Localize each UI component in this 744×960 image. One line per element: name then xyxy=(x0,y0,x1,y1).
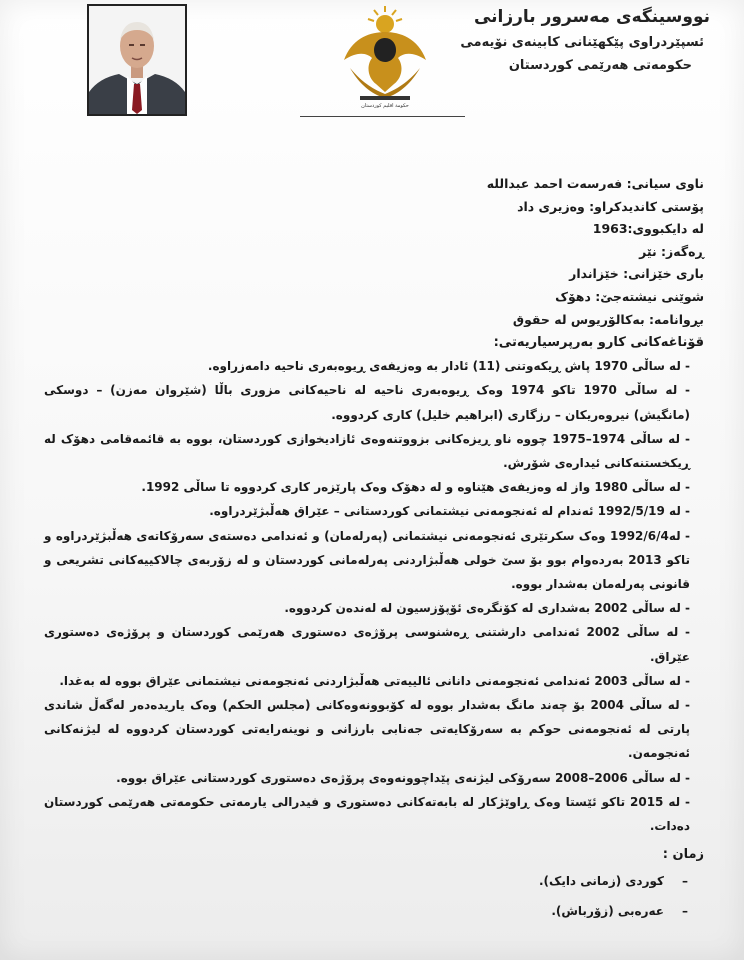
career-title: قۆناغەکانی کارو بەرپرسیاریەتی: xyxy=(493,335,704,351)
candidate-position-row xyxy=(44,197,704,220)
career-entry: - لە 1992/5/19 ئەندام لە ئەنجومەنی نیشتمانی کوردستانی – عێراق هەڵبژێردراوە. xyxy=(209,504,690,519)
full-name-row xyxy=(44,174,704,197)
career-entry: - لە ساڵی 2003 ئەندامی ئەنجومەنی دانانی ئالییەتی هەڵبژاردنی ئەنجومەنی نیشتمانی عێراق بووە لە بەغدا. xyxy=(59,673,690,688)
residence-row xyxy=(44,287,704,310)
degree-value: بەکالۆریوس لە حقوق xyxy=(512,311,645,327)
birth-label: لە دایکبووی: xyxy=(627,221,704,237)
career-entry: - لە ساڵی 2004 بۆ چەند مانگ بەشدار بووە لە کۆبوونەوەکانی (مجلس الحکم) وەک یاریدەدەر لەگەڵ شاندی پارتی لە ئەنجومەنی حوکم بە سەرۆکایەتی جەنابی بارزانی و نوینەرایەتی کوردستان کردووە لە لیژنەکانی ئەنجومەن. xyxy=(44,698,691,761)
office-subtitle: ئسپێردراوی پێکهێنانی کابینەی نۆیەمی xyxy=(460,35,704,50)
degree-row xyxy=(44,310,704,333)
career-entry: - لە1992/6/4 وەک سکرتێری ئەنجومەنی نیشتمانی (پەرلەمان) و ئەندامی دەستەی سەرۆکاتەی هەڵبژێردراوە و تاکو 2013 بەردەوام بوو بۆ سێ خولی هەڵبژاردنی پەرلەمانی کوردستان و لە زۆربەی چالاکییەکانی تشریعی و قانونی پەرلەمان بەشدار بووە. xyxy=(44,528,691,591)
letterhead xyxy=(440,6,710,79)
language-item-label: کوردی (زمانی دایک). xyxy=(538,874,664,889)
language-item-label: عەرەبی (زۆرباش). xyxy=(551,904,664,919)
career-entry: - لە ساڵی 1970 پاش ڕیکەوتنی (11) ئادار بە وەزیفەی ڕیوەبەری ناحیە دامەزراوە. xyxy=(207,359,690,374)
marital-value: خێزاندار xyxy=(569,266,619,282)
career-entry: - لە ساڵی 2002 ئەندامی دارشتنی ڕەشنوسی پرۆژەی دەستوری هەرێمی کوردستان و پرۆژەی دەستوری عێراق. xyxy=(44,625,691,664)
sun-icon xyxy=(368,6,402,33)
government-name: حکومەتی هەرێمی کوردستان xyxy=(508,58,692,73)
career-entry: - لە ساڵی 2006–2008 سەرۆکی لیژنەی پێداچوونەوەی پرۆژەی دەستوری کوردستانی عێراق بووە. xyxy=(116,770,690,785)
emblem-caption: حكومة اقليم كوردستان xyxy=(361,103,409,109)
krg-emblem-logo xyxy=(330,2,440,114)
birth-row xyxy=(44,219,704,242)
career-entry: - لە ساڵی 1970 تاکو 1974 وەک ڕیوەبەری ناحیە لە ناحیەکانی مزوری باڵا (شێروان مەزن) – دوسکی (مانگیش) نیروەریکان – رزگاری (ابراهیم خلیل) کاری کردووە. xyxy=(44,383,690,422)
career-entry: - لە ساڵی 1980 واز لە وەزیفەی هێناوە و لە دهۆک وەک پارێزەر کاری کردووە تا ساڵی 1992. xyxy=(141,480,690,495)
cv-content xyxy=(44,174,704,926)
portrait-image xyxy=(89,6,185,114)
full-name-label: ناوی سیانی: xyxy=(626,176,704,191)
office-title: نووسینگەی مەسرور بارزانی xyxy=(473,7,710,27)
eagle-icon xyxy=(344,32,426,98)
career-entry: - لە ساڵی 1974–1975 چووە ناو ڕیزەکانی بزووتنەوەی ئازادیخوازی کوردستان، بووە بە قائمەقامی دهۆک لە ڕیکخستنەکانی ئیدارەی شۆرش. xyxy=(44,431,690,470)
languages-title: زمان : xyxy=(662,847,704,863)
portrait-photo xyxy=(87,4,187,116)
career-entry: - لە ساڵی 2002 بەشداری لە کۆنگرەی ئۆپۆزسیون لە لەندەن کردووە. xyxy=(284,601,690,616)
gender-label: ڕەگەز: xyxy=(661,243,704,259)
degree-label: بڕوانامە: xyxy=(649,311,704,327)
language-item: –عەرەبی (زۆرباش). xyxy=(551,904,688,919)
marital-label: باری خێزانی: xyxy=(623,266,704,282)
career-entry: - لە 2015 تاکو ئێستا وەک ڕاوێژکار لە بابەتەکانی دەستوری و فیدرالی یارمەتی حکومەتی هەرێمی کوردستان دەدات. xyxy=(44,794,690,834)
header-divider xyxy=(300,116,465,117)
gender-row xyxy=(44,242,704,265)
marital-row xyxy=(44,264,704,287)
residence-value: دهۆک xyxy=(555,288,591,304)
language-item: –کوردی (زمانی دایک). xyxy=(538,874,688,889)
full-name-value: فەرسەت احمد عبدالله xyxy=(486,176,623,191)
birth-value: 1963 xyxy=(592,221,628,237)
candidate-position-label: پۆستی کاندیدکراو: xyxy=(589,198,704,214)
residence-label: شوێنی نیشتەجێ: xyxy=(595,288,704,304)
candidate-position-value: وەزیری داد xyxy=(517,198,585,214)
gender-value: نێر xyxy=(639,243,657,259)
